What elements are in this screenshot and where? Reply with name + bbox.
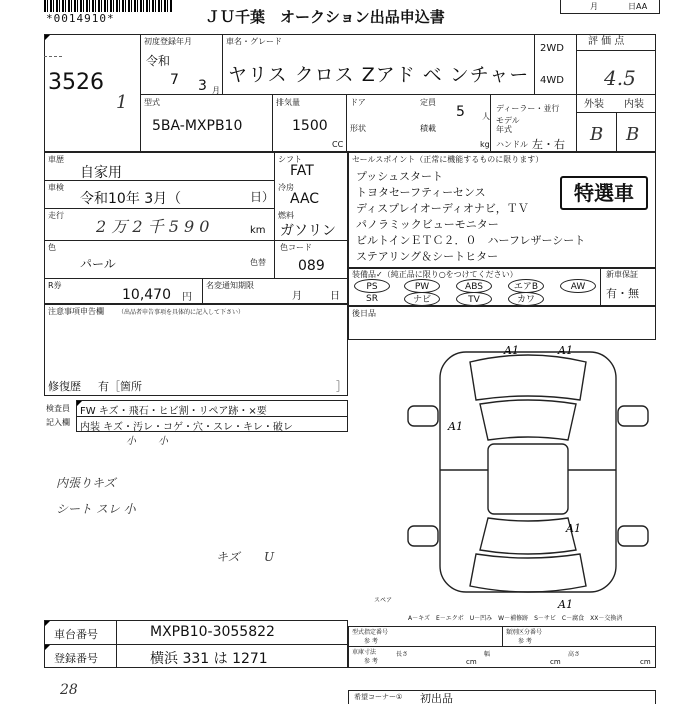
damage-legend: A－キズ E－エクボ U－凹み W－補修跡 S－サビ C－腐食 XX－交換済 bbox=[408, 615, 623, 622]
chassis-label: 車台番号 bbox=[54, 628, 98, 641]
vehicle-dims-ref: 参 考 bbox=[364, 658, 378, 665]
car-windshield bbox=[480, 400, 576, 440]
form-title: ＪＵ千葉 オークション出品申込書 bbox=[205, 8, 445, 26]
capacity-value: 5 bbox=[456, 104, 465, 120]
vehicle-dims-label: 車庫寸法 bbox=[352, 649, 377, 656]
repair-close: ］ bbox=[336, 380, 347, 393]
inspector-mark-2: 小 bbox=[158, 436, 168, 447]
name-change-month: 月 bbox=[292, 291, 302, 302]
equip-leather: カワ bbox=[508, 292, 544, 306]
wheel-front-left bbox=[408, 406, 438, 426]
top-frame bbox=[44, 34, 656, 152]
name-change-label: 名変通知期限 bbox=[206, 281, 254, 290]
inspection-label: 車検 bbox=[48, 183, 64, 192]
equip-aw: AW bbox=[560, 279, 596, 293]
date-month: 月 bbox=[590, 2, 598, 11]
selling-point-6: ステアリング＆シートヒター bbox=[356, 250, 499, 263]
equip-ps: PS bbox=[354, 279, 390, 293]
inspector-row-2: 内装 キズ・汚レ・コゲ・穴・スレ・キレ・破レ bbox=[80, 422, 293, 433]
capacity-label: 定員 bbox=[420, 98, 436, 107]
chassis-value: MXPB10-3055822 bbox=[150, 624, 275, 640]
dims-length: 長さ bbox=[396, 651, 409, 658]
wheel-front-right bbox=[618, 406, 648, 426]
aircon-label: 冷房 bbox=[278, 183, 294, 192]
dims-width: 幅 bbox=[484, 651, 491, 658]
damage-mark-4: A1 bbox=[566, 522, 581, 535]
score-label: 評 価 点 bbox=[588, 36, 625, 47]
registration-value: 横浜 331 は 1271 bbox=[150, 651, 268, 667]
new-car-warranty-label: 新車保証 bbox=[606, 270, 638, 279]
handle-value: 左・右 bbox=[532, 138, 565, 151]
corner-label: 希望コーナー① bbox=[354, 693, 403, 701]
recycle-value: 10,470 bbox=[122, 287, 171, 303]
equip-airbag: エアB bbox=[508, 279, 544, 293]
handwritten-note-2: シート スレ 小 bbox=[56, 502, 136, 516]
barcode bbox=[44, 0, 172, 12]
first-reg-label: 初度登録年月 bbox=[144, 37, 192, 46]
equip-sr: SR bbox=[366, 294, 378, 304]
wheel-rear-right bbox=[618, 526, 648, 546]
color-label: 色 bbox=[48, 243, 56, 252]
new-car-warranty-value: 有・無 bbox=[606, 287, 639, 300]
displacement-unit: CC bbox=[332, 140, 344, 149]
interior-grade: B bbox=[626, 124, 640, 145]
repair-label: 修復歴 bbox=[48, 380, 81, 393]
inspection-value: 令和10年 3月（ bbox=[80, 191, 182, 207]
shift-value: FAT bbox=[290, 163, 314, 179]
registration-label: 登録番号 bbox=[54, 652, 98, 665]
mileage-value: 2 万 2 千 5 9 0 bbox=[96, 217, 210, 236]
color-code-label: 色コード bbox=[280, 243, 312, 252]
dims-unit-2: cm bbox=[550, 658, 561, 666]
car-diagram bbox=[400, 340, 656, 610]
recycle-label: R券 bbox=[48, 281, 62, 290]
color-code-value: 089 bbox=[298, 258, 325, 274]
lot-number: 3526 bbox=[48, 70, 104, 95]
damage-mark-5: A1 bbox=[558, 598, 573, 610]
wheel-rear-left bbox=[408, 526, 438, 546]
car-rear-window bbox=[480, 518, 576, 554]
type-spec-label: 型式指定番号 bbox=[352, 629, 389, 636]
car-hood bbox=[470, 355, 586, 400]
recycle-unit: 円 bbox=[182, 292, 192, 303]
handle-label: ハンドル bbox=[496, 140, 528, 149]
equip-tv: TV bbox=[456, 292, 492, 306]
first-reg-era: 令和 bbox=[146, 54, 171, 68]
color-value: パール bbox=[80, 257, 116, 271]
interior-label: 内装 bbox=[624, 99, 644, 110]
type-spec-ref: 参 考 bbox=[364, 638, 378, 645]
history-value: 自家用 bbox=[80, 165, 122, 181]
fuel-value: ガソリン bbox=[280, 223, 336, 239]
model-year-label: モデル年式 bbox=[496, 116, 520, 134]
history-label: 車歴 bbox=[48, 155, 64, 164]
shift-label: シフト bbox=[278, 155, 302, 164]
equip-abs: ABS bbox=[456, 279, 492, 293]
equip-pw: PW bbox=[404, 279, 440, 293]
first-reg-month: 3 bbox=[198, 78, 207, 94]
first-reg-month-unit: 月 bbox=[212, 86, 220, 95]
exterior-grade: B bbox=[590, 124, 604, 145]
dims-unit-1: cm bbox=[466, 658, 477, 666]
class-code-ref: 参 考 bbox=[518, 638, 532, 645]
mileage-label: 走行 bbox=[48, 211, 64, 220]
fuel-label: 燃料 bbox=[278, 211, 294, 220]
repair-value: 有［箇所 bbox=[98, 380, 142, 393]
selling-point-2: トヨタセーフティーセンス bbox=[356, 186, 486, 199]
selling-point-3: ディスプレイオーディオナビ，ＴＶ bbox=[356, 202, 529, 215]
notes-label: 注意事項申告欄 bbox=[48, 307, 104, 316]
page-mark: 28 bbox=[60, 682, 78, 698]
first-reg-year: 7 bbox=[170, 72, 179, 88]
selling-points-label: セールスポイント（正常に機能するものに限ります） bbox=[352, 155, 544, 164]
drive-4wd: 4WD bbox=[540, 75, 564, 86]
selling-point-4: パノラミックビューモニター bbox=[356, 218, 499, 231]
car-name: ヤリス クロス Zアド ベ ンチャー bbox=[228, 64, 530, 86]
car-name-label: 車名・グレード bbox=[226, 37, 282, 46]
date-day: 日AA bbox=[628, 2, 648, 11]
special-selection-stamp: 特選車 bbox=[560, 176, 648, 210]
notes-frame bbox=[44, 304, 348, 396]
damage-mark-1: A1 bbox=[504, 344, 519, 357]
serial-number: *0014910* bbox=[46, 12, 115, 25]
handwritten-note-3: キズ bbox=[216, 550, 240, 564]
rear-items-label: 後日品 bbox=[352, 309, 376, 318]
dims-height: 高さ bbox=[568, 651, 581, 658]
exterior-label: 外装 bbox=[584, 99, 604, 110]
model-value: 5BA-MXPB10 bbox=[152, 118, 243, 134]
inspector-mark-1: 小 bbox=[126, 436, 136, 447]
shape-label: 形状 bbox=[350, 124, 366, 133]
inspection-end: 日） bbox=[250, 190, 275, 204]
corner-value: 初出品 bbox=[420, 692, 453, 705]
doors-label: ドア bbox=[350, 98, 366, 107]
equipment-label: 装備品✓（純正品に限り○をつけてください） bbox=[352, 270, 518, 279]
aircon-value: AAC bbox=[290, 191, 320, 207]
score-value: 4.5 bbox=[604, 66, 636, 90]
handwritten-note-1: 内張りキズ bbox=[56, 476, 116, 490]
inspector-row-1: FW キズ・飛石・ヒビ割・リペア跡・×要 bbox=[80, 406, 267, 417]
class-code-label: 類別区分番号 bbox=[506, 629, 543, 636]
damage-mark-2: A1 bbox=[558, 344, 573, 357]
handwritten-note-4: U bbox=[264, 550, 275, 564]
equip-navi: ナビ bbox=[404, 292, 440, 306]
car-roof bbox=[488, 444, 568, 514]
selling-point-5: ビルトインＥＴＣ２．０ ハーフレザーシート bbox=[356, 234, 586, 247]
load-label: 積載 bbox=[420, 124, 436, 133]
inspector-label-1: 検査員 bbox=[46, 404, 70, 413]
notes-sub: （出品者申告事項を具体的に記入して下さい） bbox=[118, 309, 245, 316]
car-trunk bbox=[470, 554, 586, 592]
capacity-unit: 人 bbox=[482, 112, 490, 121]
lot-mark: 1 bbox=[116, 92, 128, 113]
selling-point-1: プッシュスタート bbox=[356, 170, 444, 183]
load-unit: kg bbox=[480, 140, 490, 149]
car-body-outline bbox=[440, 352, 616, 592]
spare-label: スペア bbox=[374, 597, 393, 604]
name-change-day: 日 bbox=[330, 291, 340, 302]
dims-unit-3: cm bbox=[640, 658, 651, 666]
damage-mark-3: A1 bbox=[448, 420, 463, 433]
rear-items-frame bbox=[348, 306, 656, 340]
dealer-label: ディーラー・並行 bbox=[496, 104, 560, 113]
displacement-value: 1500 bbox=[292, 118, 328, 134]
displacement-label: 排気量 bbox=[276, 98, 300, 107]
drive-2wd: 2WD bbox=[540, 43, 564, 54]
color-change-label: 色替 bbox=[250, 258, 266, 267]
mileage-unit: km bbox=[250, 225, 266, 236]
inspector-label-2: 記入欄 bbox=[46, 418, 70, 427]
model-label: 型式 bbox=[144, 98, 160, 107]
